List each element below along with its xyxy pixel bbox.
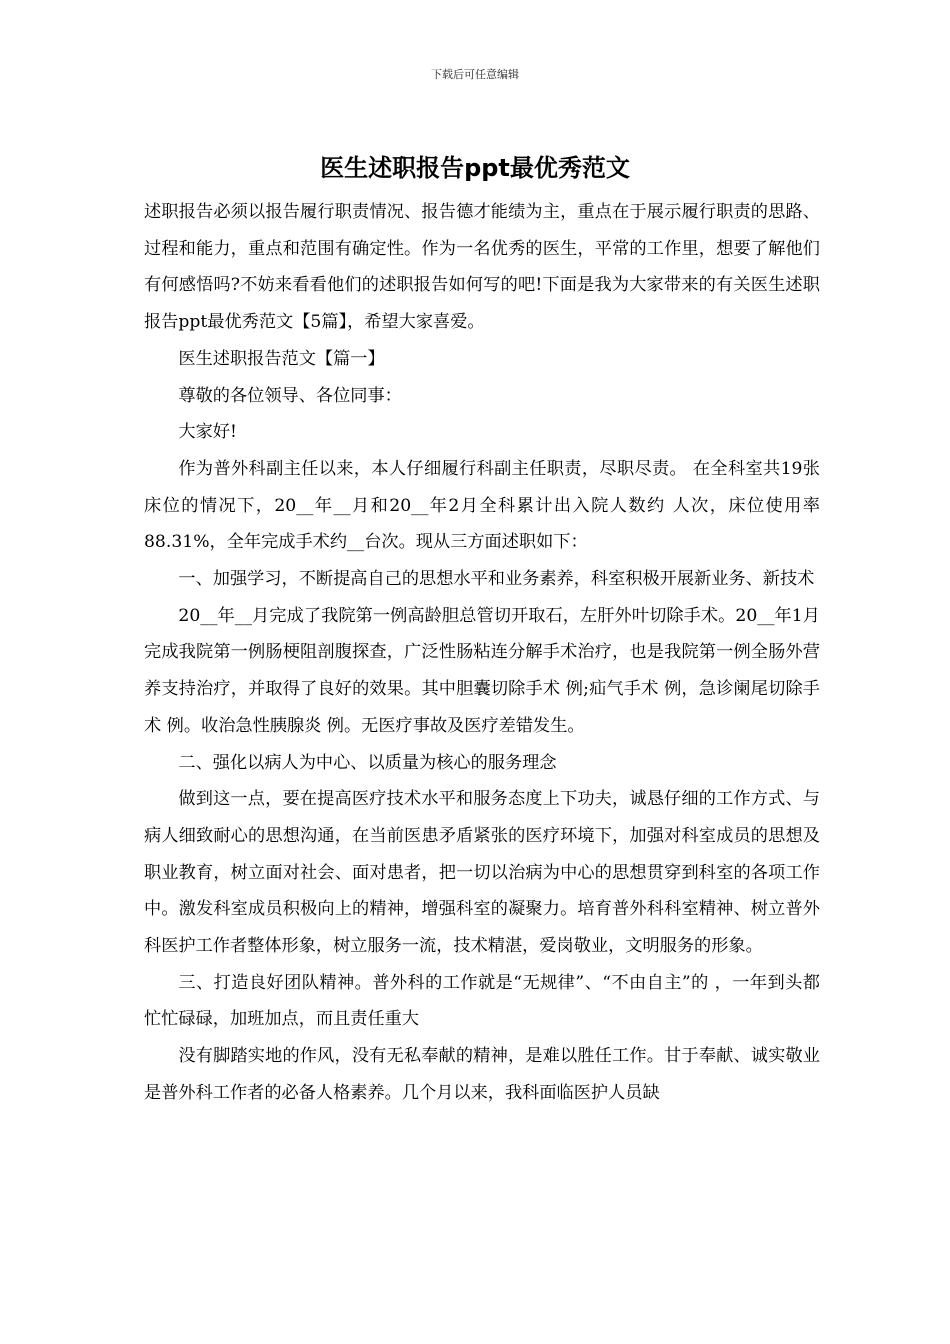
paragraph: 述职报告必须以报告履行职责情况、报告德才能绩为主，重点在于展示履行职责的思路、过程和能力，重点和范围有确定性。作为一名优秀的医生，平常的工作里，想要了解他们有何感悟吗?不妨来看看他们的述职报告如何写的吧!下面是我为大家带来的有关医生述职报告ppt最优秀范文【5篇】，希望大家喜爱。	[144, 202, 820, 333]
paragraph: 二、强化以病人为中心、以质量为核心的服务理念	[178, 752, 557, 773]
paragraph: 没有脚踏实地的作风，没有无私奉献的精神，是难以胜任工作。甘于奉献、诚实敬业是普外科工作者的必备人格素养。几个月以来，我科面临医护人员缺	[144, 1046, 820, 1103]
paragraph: 一、加强学习，不断提高自己的思想水平和业务素养，科室积极开展新业务、新技术	[178, 569, 815, 590]
paragraph: 尊敬的各位领导、各位同事：	[178, 385, 402, 406]
paragraph: 三、打造良好团队精神。普外科的工作就是“无规律”、“不由自主”的 ，一年到头都忙忙碌碌，加班加点，而且责任重大	[144, 972, 820, 1030]
paragraph: 作为普外科副主任以来，本人仔细履行科副主任职责，尽职尽责。 在全科室共19张床位的情况下，20__年__月和20__年2月全科累计出入院人数约 人次，床位使用率88.31%，全年完成手术约__台次。现从三方面述职如下：	[144, 458, 820, 553]
paragraph: 20__年__月完成了我院第一例高龄胆总管切开取石，左肝外叶切除手术。20__年1月完成我院第一例肠梗阻剖腹探查，广泛性肠粘连分解手术治疗，也是我院第一例全肠外营养支持治疗，并取得了良好的效果。其中胆囊切除手术 例;疝气手术 例，急诊阑尾切除手术 例。收治急性胰腺炎 例。无医疗事故及医疗差错发生。	[144, 605, 820, 736]
document-title: 医生述职报告ppt最优秀范文	[320, 154, 630, 182]
paragraph: 医生述职报告范文【篇一】	[178, 348, 385, 369]
header-note: 下载后可任意编辑	[431, 68, 519, 81]
paragraph: 做到这一点，要在提高医疗技术水平和服务态度上下功夫，诚恳仔细的工作方式、与病人细致耐心的思想沟通，在当前医患矛盾紧张的医疗环境下，加强对科室成员的思想及职业教育，树立面对社会、面对患者，把一切以治病为中心的思想贯穿到科室的各项工作中。激发科室成员积极向上的精神，增强科室的凝聚力。培育普外科科室精神、树立普外科医护工作者整体形象，树立服务一流，技术精湛，爱岗敬业，文明服务的形象。	[144, 789, 820, 957]
paragraph: 大家好!	[178, 422, 237, 443]
document-body	[144, 194, 820, 1112]
